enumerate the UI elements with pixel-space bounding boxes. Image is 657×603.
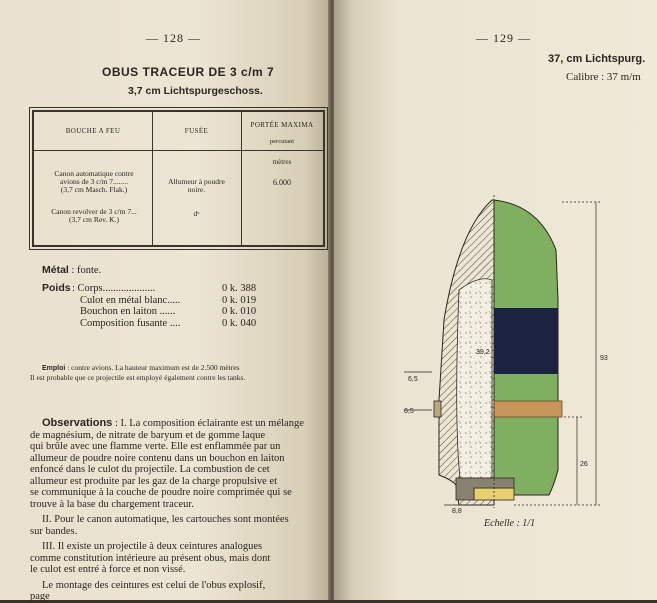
- dim-left-upper: 6,5: [408, 376, 418, 383]
- poids-item: Bouchon en laiton ...... 0 k. 010: [80, 306, 257, 317]
- left-title: OBUS TRACEUR DE 3 c/m 7: [102, 65, 275, 79]
- poids-item: Composition fusante .... 0 k. 040: [80, 317, 257, 329]
- dim-inner: 39,2: [476, 349, 490, 356]
- row1-portee: 6.000: [273, 178, 291, 187]
- metal-value: : fonte.: [71, 265, 102, 276]
- dim-total: 93: [600, 355, 608, 362]
- dim-left-lower: 6,5: [404, 408, 414, 415]
- poids-list: [72, 283, 272, 329]
- metal-label: Métal: [42, 264, 69, 276]
- poids-label: Poids: [42, 282, 71, 294]
- row2-fusee: dᵒ: [193, 209, 200, 218]
- row2-bouche: Canon revolver de 3 c/m 7... (3,7 cm Rev. K.): [51, 207, 137, 224]
- poids-item: : Corps.................... 0 k. 388: [72, 283, 257, 294]
- navy-band: [494, 308, 558, 374]
- row1-bouche: Canon automatique contre avions de 3 c/m 7........ (3,7 cm Masch. Flak.): [54, 169, 134, 194]
- header-portee: PORTÉE MAXIMA: [250, 121, 314, 129]
- driving-band: [494, 401, 562, 417]
- specs-table: [32, 110, 325, 247]
- header-percutant: percutant: [269, 138, 295, 145]
- calibre-label: Calibre : 37 m/m: [566, 71, 641, 83]
- dim-lower: 26: [580, 461, 588, 468]
- left-page-number: — 128 —: [146, 31, 201, 45]
- left-band-stub: [434, 401, 441, 417]
- right-page-number: — 129 —: [476, 31, 531, 45]
- row1-fusee: Allumeur à poudre noire.: [168, 177, 225, 194]
- right-page: [334, 0, 657, 600]
- header-fusee: FUSÉE: [184, 127, 209, 135]
- unit-metres: mètres: [272, 158, 292, 166]
- scale-label: Echelle : 1/1: [484, 518, 536, 529]
- base-plug: [474, 488, 514, 500]
- observations-paragraph: Observations : I. La composition éclairante est un mélange de magnésium, de nitrate de baryum et de gomme laque qui brûle avec une flamme verte. Elle est enflammée par un allumeur de poudre noire contenu dans un bouchon en laiton enfoncé dans le culot du projectile. La combustion de cet allumeur est produite par les gaz de la charge propulsive et se communique à la couche de poudre noire comprimée qui se trouve à la base du chargement traceur. II. Pour le canon automatique, les cartouches sont montées sur bandes. III. Il existe un projectile à deux ceintures analogues comme constitution intérieure au présent obus, mais dont le culot est entré à force et non vissé. Le montage des ceintures est celui de l'obus explosif, page: [30, 417, 304, 602]
- right-heading: 37, cm Lichtspurg.: [548, 53, 646, 65]
- dim-base: 8,8: [452, 508, 462, 515]
- emploi-paragraph: Emploi : contre avions. La hauteur maximum est de 2.500 mètres Il est probable que ce projectile est employé également contre les tanks.: [30, 363, 246, 382]
- left-page: [0, 0, 330, 600]
- header-bouche: BOUCHE A FEU: [65, 127, 121, 135]
- left-subtitle: 3,7 cm Lichtspurgeschoss.: [128, 85, 263, 97]
- metal-line: [42, 265, 101, 277]
- shell-cross-section: [334, 0, 657, 600]
- poids-item: Culot en métal blanc..... 0 k. 019: [80, 294, 257, 306]
- tracer-composition: [457, 279, 492, 478]
